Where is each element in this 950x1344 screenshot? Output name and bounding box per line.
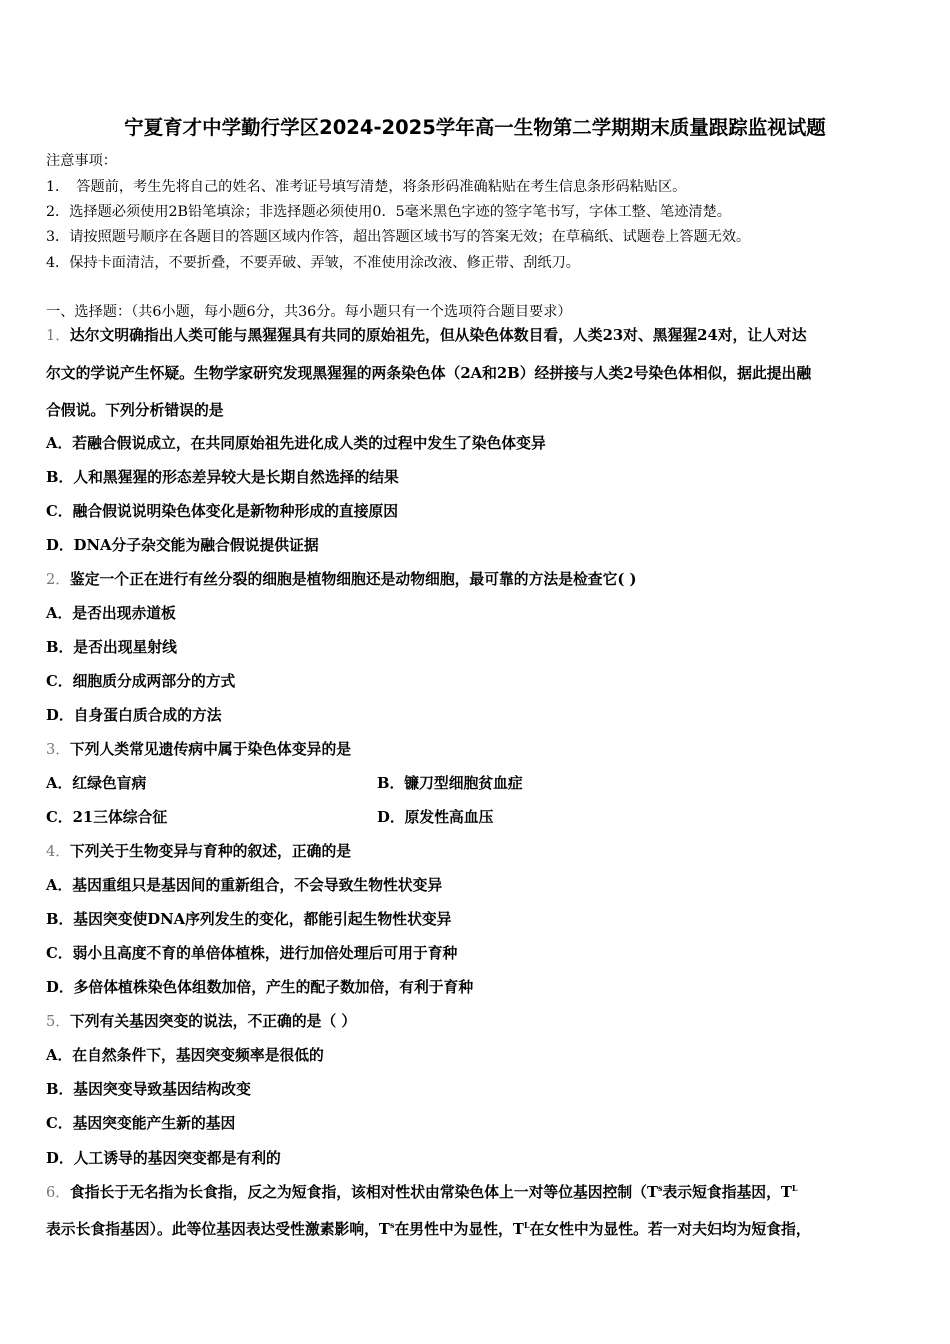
question-text: 表示长食指基因）。此等位基因表达受性激素影响，T xyxy=(46,1221,390,1238)
question-number: 1． xyxy=(46,327,70,344)
question-number: 5． xyxy=(46,1013,70,1030)
option-a: A．红绿色盲病 xyxy=(46,775,147,792)
option-c: C．弱小且高度不育的单倍体植株，进行加倍处理后可用于育种 xyxy=(46,945,458,962)
question-text: 下列人类常见遗传病中属于染色体变异的是 xyxy=(69,741,352,758)
question-6-line-2 xyxy=(46,1221,811,1239)
option-c: C．基因突变能产生新的基因 xyxy=(46,1115,236,1132)
question-4 xyxy=(46,843,351,861)
notice-item: 2．选择题必须使用2B铅笔填涂；非选择题必须使用0．5毫米黑色字迹的签字笔书写，字体工整、笔迹清楚。 xyxy=(46,204,731,220)
option-d: D．多倍体植株染色体组数加倍，产生的配子数加倍，有利于育种 xyxy=(46,979,474,996)
question-6 xyxy=(46,1184,798,1202)
option-d: D．自身蛋白质合成的方法 xyxy=(46,707,222,724)
option-b: B．镰刀型细胞贫血症 xyxy=(377,775,523,792)
question-3 xyxy=(46,741,351,759)
allele-superscript: L xyxy=(523,1220,530,1231)
question-1 xyxy=(46,327,807,345)
option-a: A．是否出现赤道板 xyxy=(46,605,176,622)
option-d: D．人工诱导的基因突变都是有利的 xyxy=(46,1150,281,1167)
option-a: A．基因重组只是基因间的重新组合，不会导致生物性状变异 xyxy=(46,877,443,894)
question-text: 在男性中为显性，T xyxy=(394,1221,524,1238)
notice-heading: 注意事项： xyxy=(46,153,117,169)
question-text: 下列关于生物变异与育种的叙述，正确的是 xyxy=(69,843,352,860)
question-text: 鉴定一个正在进行有丝分裂的细胞是植物细胞还是动物细胞，最可靠的方法是检查它( ) xyxy=(69,571,637,588)
question-5 xyxy=(46,1013,356,1031)
question-text: 在女性中为显性。若一对夫妇均为短食指， xyxy=(529,1221,811,1238)
option-a: A．若融合假说成立，在共同原始祖先进化成人类的过程中发生了染色体变异 xyxy=(46,435,546,452)
option-b: B．人和黑猩猩的形态差异较大是长期自然选择的结果 xyxy=(46,469,399,486)
question-number: 6． xyxy=(46,1184,70,1201)
question-2 xyxy=(46,571,637,589)
exam-title: 宁夏育才中学勤行学区2024-2025学年高一生物第二学期期末质量跟踪监视试题 xyxy=(124,116,826,139)
question-number: 4． xyxy=(46,843,70,860)
question-text: 尔文的学说产生怀疑。生物学家研究发现黑猩猩的两条染色体（2A和2B）经拼接与人类2号染色体相似，据此提出融 xyxy=(46,365,812,382)
question-text: 表示短食指基因，T xyxy=(662,1184,792,1201)
section-heading: 一、选择题：（共6小题，每小题6分，共36分。每小题只有一个选项符合题目要求） xyxy=(46,304,572,320)
notice-item: 4．保持卡面清洁，不要折叠，不要弄破、弄皱，不准使用涂改液、修正带、刮纸刀。 xyxy=(46,255,580,271)
notice-item: 3．请按照题号顺序在各题目的答题区域内作答，超出答题区域书写的答案无效；在草稿纸、试题卷上答题无效。 xyxy=(46,229,751,245)
option-c: C．融合假说说明染色体变化是新物种形成的直接原因 xyxy=(46,503,399,520)
question-text: 食指长于无名指为长食指，反之为短食指，该相对性状由常染色体上一对等位基因控制（T xyxy=(69,1184,658,1201)
notice-item: 1． 答题前，考生先将自己的姓名、准考证号填写清楚，将条形码准确粘贴在考生信息条形码粘贴区。 xyxy=(46,179,687,195)
question-text: 下列有关基因突变的说法，不正确的是（ ） xyxy=(69,1013,357,1030)
question-number: 3． xyxy=(46,741,70,758)
option-a: A．在自然条件下，基因突变频率是很低的 xyxy=(46,1047,324,1064)
option-d: D．原发性高血压 xyxy=(377,809,494,826)
option-c: C．21三体综合征 xyxy=(46,809,168,826)
option-b: B．是否出现星射线 xyxy=(46,639,177,656)
option-d: D．DNA分子杂交能为融合假说提供证据 xyxy=(46,537,319,554)
question-text: 合假说。下列分析错误的是 xyxy=(46,402,224,419)
allele-superscript: s xyxy=(389,1220,395,1231)
allele-superscript: s xyxy=(657,1183,663,1194)
option-c: C．细胞质分成两部分的方式 xyxy=(46,673,236,690)
question-text: 达尔文明确指出人类可能与黑猩猩具有共同的原始祖先，但从染色体数目看，人类23对、黑猩猩24对，让人对达 xyxy=(69,327,807,344)
question-number: 2． xyxy=(46,571,70,588)
option-b: B．基因突变导致基因结构改变 xyxy=(46,1081,251,1098)
option-b: B．基因突变使DNA序列发生的变化，都能引起生物性状变异 xyxy=(46,911,452,928)
allele-superscript: L xyxy=(791,1183,798,1194)
